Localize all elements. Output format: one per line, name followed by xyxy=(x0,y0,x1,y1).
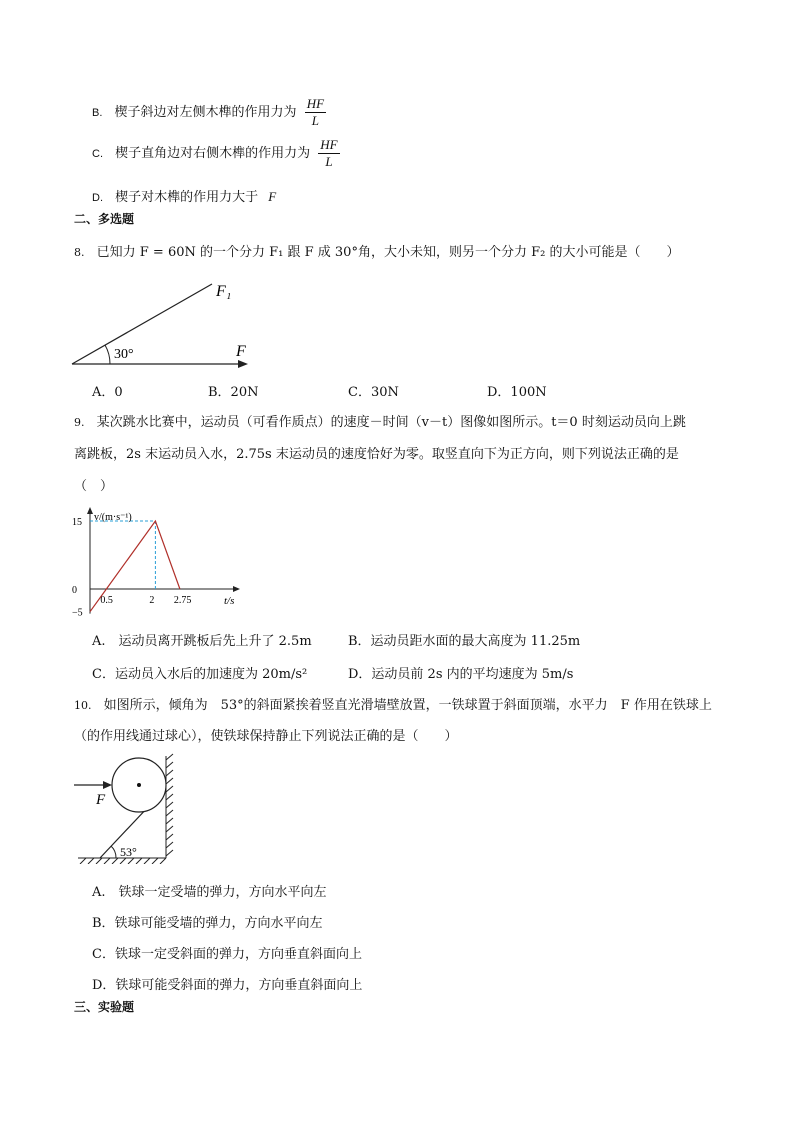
section-heading-multiple-choice: 二、多选题 xyxy=(74,212,135,226)
q10-option-d: D．铁球可能受斜面的弹力，方向垂直斜面向上 xyxy=(92,978,363,993)
q10-stem-line1: 10. 如图所示，倾角为 53°的斜面紧挨着竖直光滑墙壁放置，一铁球置于斜面顶端，水平力 F 作用在铁球上 xyxy=(74,698,712,713)
q8-force-diagram xyxy=(66,276,266,372)
q9-option-a: A. 运动员离开跳板后先上升了 2.5m xyxy=(92,634,312,649)
q8-option-b: B．20N xyxy=(208,385,259,400)
q7-option-d: D. 楔子对木榫的作用力大于 F xyxy=(92,189,277,205)
section-heading-experiment: 三、实验题 xyxy=(74,1000,135,1014)
q10-option-c: C．铁球一定受斜面的弹力，方向垂直斜面向上 xyxy=(92,947,362,962)
q10-angle-label: 53° xyxy=(120,845,137,859)
q9-vt-chart xyxy=(70,505,250,617)
q10-option-b: B．铁球可能受墙的弹力，方向水平向左 xyxy=(92,916,323,931)
q7-option-c-fraction: $\frac{HF}{L}$ xyxy=(320,137,338,169)
q7-option-c: C. 楔子直角边对右侧木榫的作用力为 $\frac{HF}{L}$ xyxy=(92,137,338,169)
q8-f1-label: F₁ xyxy=(216,283,232,300)
q9-stem-line1: 9. 某次跳水比赛中，运动员（可看作质点）的速度－时间（v－t）图像如图所示。t＝0 时刻运动员向上跳 xyxy=(74,415,686,430)
q9-option-b: B．运动员距水面的最大高度为 11.25m xyxy=(348,634,581,649)
q10-f-label: F xyxy=(96,792,106,808)
vt-x-tick-label: 2 xyxy=(149,595,155,606)
q10-option-a: A. 铁球一定受墙的弹力，方向水平向左 xyxy=(92,885,327,900)
vt-x-tick-label: 0.5 xyxy=(100,595,113,606)
q7-option-b-fraction: $\frac{HF}{L}$ xyxy=(306,96,325,128)
vt-x-tick-label: 2.75 xyxy=(173,595,192,606)
q8-angle-label: 30° xyxy=(114,347,134,362)
q9-option-d: D．运动员前 2s 内的平均速度为 5m/s xyxy=(348,667,574,682)
q9-stem-line2: 离跳板，2s 末运动员入水，2.75s 末运动员的速度恰好为零。取竖直向下为正方向，则下列说法正确的是 xyxy=(74,447,679,462)
q8-option-a: A．0 xyxy=(92,385,123,400)
q10-stem-line2: （的作用线通过球心），使铁球保持静止下列说法正确的是（ ） xyxy=(74,729,458,744)
q9-option-c: C．运动员入水后的加速度为 20m/s² xyxy=(92,667,308,682)
q8-option-c: C．30N xyxy=(348,385,399,400)
vt-y-axis-label: v/(m·s⁻¹) xyxy=(94,512,132,523)
vt-y-tick-label: −5 xyxy=(72,607,83,617)
q8-f-label: F xyxy=(236,343,246,360)
q8-stem: 8. 已知力 F = 60N 的一个分力 F₁ 跟 F 成 30°角，大小未知，则另一个分力 F₂ 的大小可能是（ ） xyxy=(74,245,680,260)
vt-y-axis-arrow xyxy=(87,507,93,514)
q8-option-d: D．100N xyxy=(487,385,547,400)
vt-x-axis-arrow xyxy=(233,586,240,592)
q10-ball-slope-diagram xyxy=(72,752,182,864)
vt-x-axis-label: t/s xyxy=(224,595,235,607)
q7-option-b: B. 楔子斜边对左侧木榫的作用力为 $\frac{HF}{L}$ xyxy=(92,96,325,128)
vt-y-tick-label: 0 xyxy=(72,585,77,596)
vt-y-tick-label: 15 xyxy=(72,517,82,529)
vt-chart-guides xyxy=(90,521,155,589)
q9-stem-line3: （ ） xyxy=(74,479,114,494)
